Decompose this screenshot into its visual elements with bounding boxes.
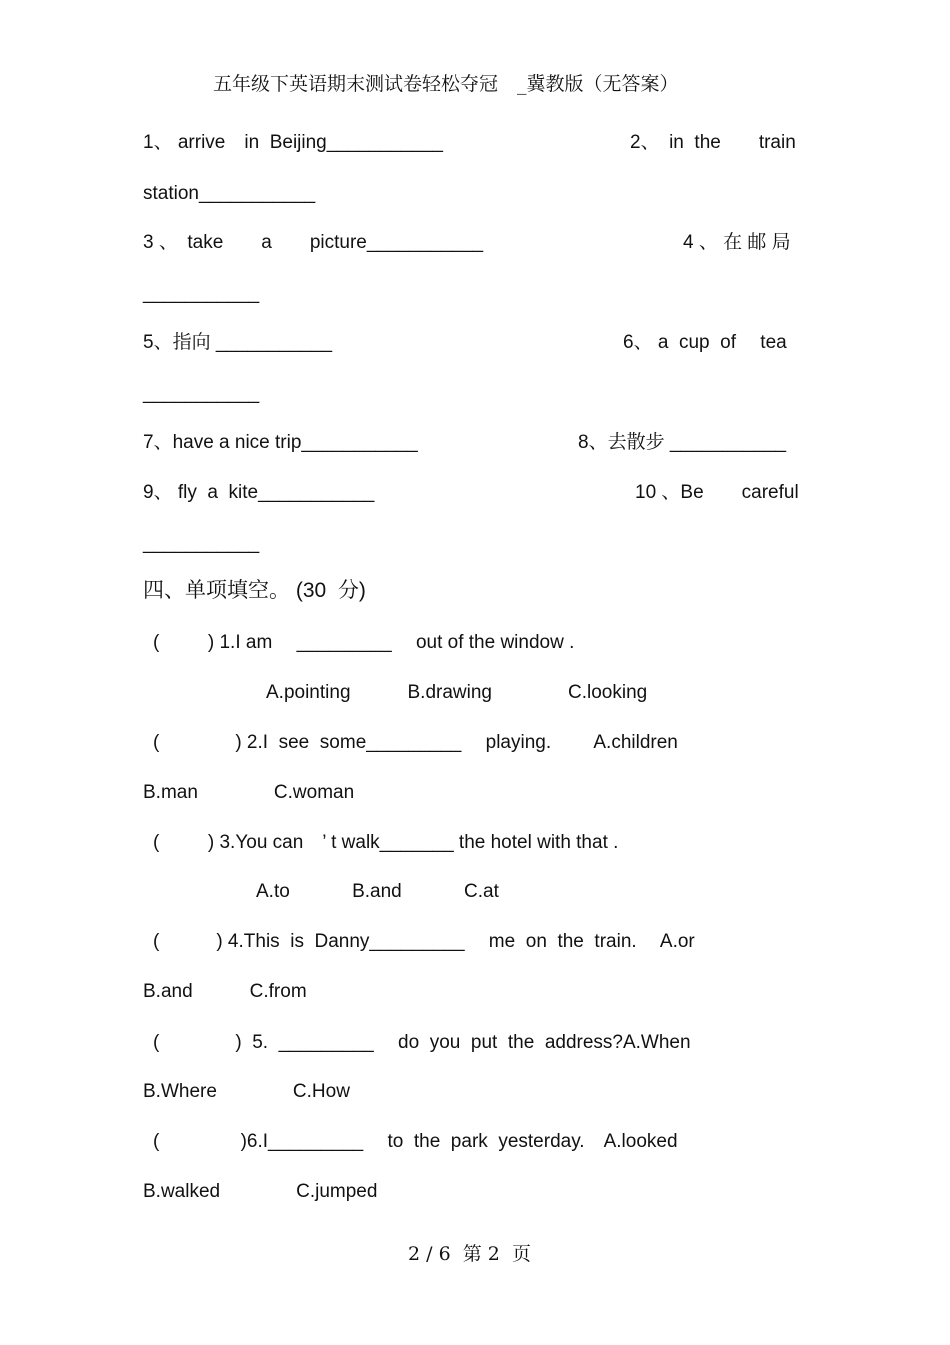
question-2-options: B.man C.woman (143, 782, 355, 803)
phrase-7: 7、have a nice trip___________ (143, 432, 418, 453)
phrase-10: 10 、Be careful (635, 482, 799, 503)
question-6: ( )6.I_________ to the park yesterday. A.looked (153, 1131, 678, 1152)
question-4: ( ) 4.This is Danny_________ me on the train. A.or (153, 931, 695, 952)
section-heading: 四、单项填空。 (30 分) (143, 579, 366, 602)
question-6-options: B.walked C.jumped (143, 1181, 378, 1202)
phrase-4-blank: ___________ (143, 283, 260, 304)
phrase-10-blank: ___________ (143, 533, 260, 554)
question-3-options: A.to B.and C.at (256, 881, 499, 902)
page-number: 2 / 6 第 2 页 (408, 1243, 531, 1265)
question-5: ( ) 5. _________ do you put the address?A.When (153, 1032, 691, 1053)
question-4-options: B.and C.from (143, 981, 307, 1002)
question-5-options: B.Where C.How (143, 1081, 350, 1102)
question-1: ( ) 1.I am _________ out of the window . (153, 632, 575, 653)
phrase-1: 1、 arrive in Beijing___________ (143, 132, 443, 153)
question-1-options: A.pointing B.drawing C.looking (266, 682, 648, 703)
phrase-9: 9、 fly a kite___________ (143, 482, 375, 503)
question-3: ( ) 3.You can ’ t walk_______ the hotel with that . (153, 832, 619, 853)
phrase-2-cont: station___________ (143, 183, 316, 204)
phrase-5: 5、指向 ___________ (143, 332, 333, 353)
phrase-6: 6、 a cup of tea (623, 332, 787, 353)
phrase-2: 2、 in the train (630, 132, 796, 153)
question-2: ( ) 2.I see some_________ playing. A.children (153, 732, 678, 753)
page-title: 五年级下英语期末测试卷轻松夺冠 _冀教版（无答案） (213, 73, 679, 95)
phrase-6-blank: ___________ (143, 383, 260, 404)
phrase-8: 8、去散步 ___________ (578, 432, 787, 453)
phrase-4: 4 、 在 邮 局 (683, 232, 791, 253)
phrase-3: 3 、 take a picture___________ (143, 232, 484, 253)
